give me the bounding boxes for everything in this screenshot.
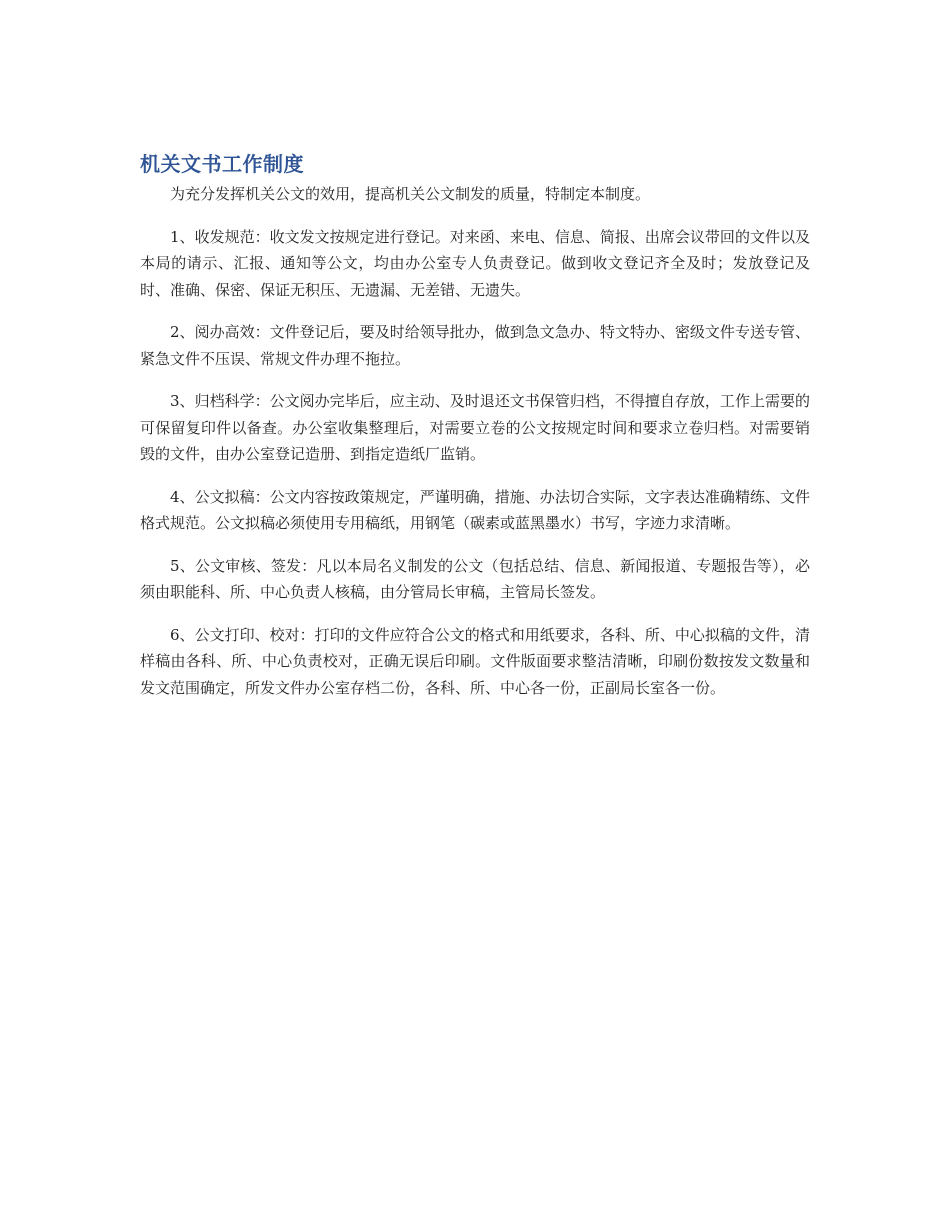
paragraph-drafting: 4、公文拟稿：公文内容按政策规定，严谨明确，措施、办法切合实际，文字表达准确精练、文件格式规范。公文拟稿必须使用专用稿纸，用钢笔（碳素或蓝黑墨水）书写，字迹力求清晰。 <box>140 487 810 532</box>
paragraph-reading-handling: 2、阅办高效：文件登记后，要及时给领导批办，做到急文急办、特文特办、密级文件专送专管、紧急文件不压误、常规文件办理不拖拉。 <box>140 323 810 368</box>
paragraph-printing-proofreading: 6、公文打印、校对：打印的文件应符合公文的格式和用纸要求，各科、所、中心拟稿的文件，清样稿由各科、所、中心负责校对，正确无误后印刷。文件版面要求整洁清晰，印刷份数按发文数量和发文范围确定，所发文件办公室存档二份，各科、所、中心各一份，正副局长室各一份。 <box>140 625 810 697</box>
paragraph-review-signoff: 5、公文审核、签发：凡以本局名义制发的公文（包括总结、信息、新闻报道、专题报告等），必须由职能科、所、中心负责人核稿，由分管局长审稿，主管局长签发。 <box>140 556 810 601</box>
intro-paragraph: 为充分发挥机关公文的效用，提高机关公文制发的质量，特制定本制度。 <box>170 185 651 203</box>
paragraph-archiving: 3、归档科学：公文阅办完毕后，应主动、及时退还文书保管归档，不得擅自存放，工作上需要的可保留复印件以备查。办公室收集整理后，对需要立卷的公文按规定时间和要求立卷归档。对需要销毁的文件，由办公室登记造册、到指定造纸厂监销。 <box>140 392 810 463</box>
document-body <box>140 150 810 701</box>
paragraph-receiving-sending: 1、收发规范：收文发文按规定进行登记。对来函、来电、信息、简报、出席会议带回的文件以及本局的请示、汇报、通知等公文，均由办公室专人负责登记。做到收文登记齐全及时；发放登记及时、准确、保密、保证无积压、无遗漏、无差错、无遗失。 <box>140 227 810 299</box>
document-title: 机关文书工作制度 <box>140 152 304 176</box>
